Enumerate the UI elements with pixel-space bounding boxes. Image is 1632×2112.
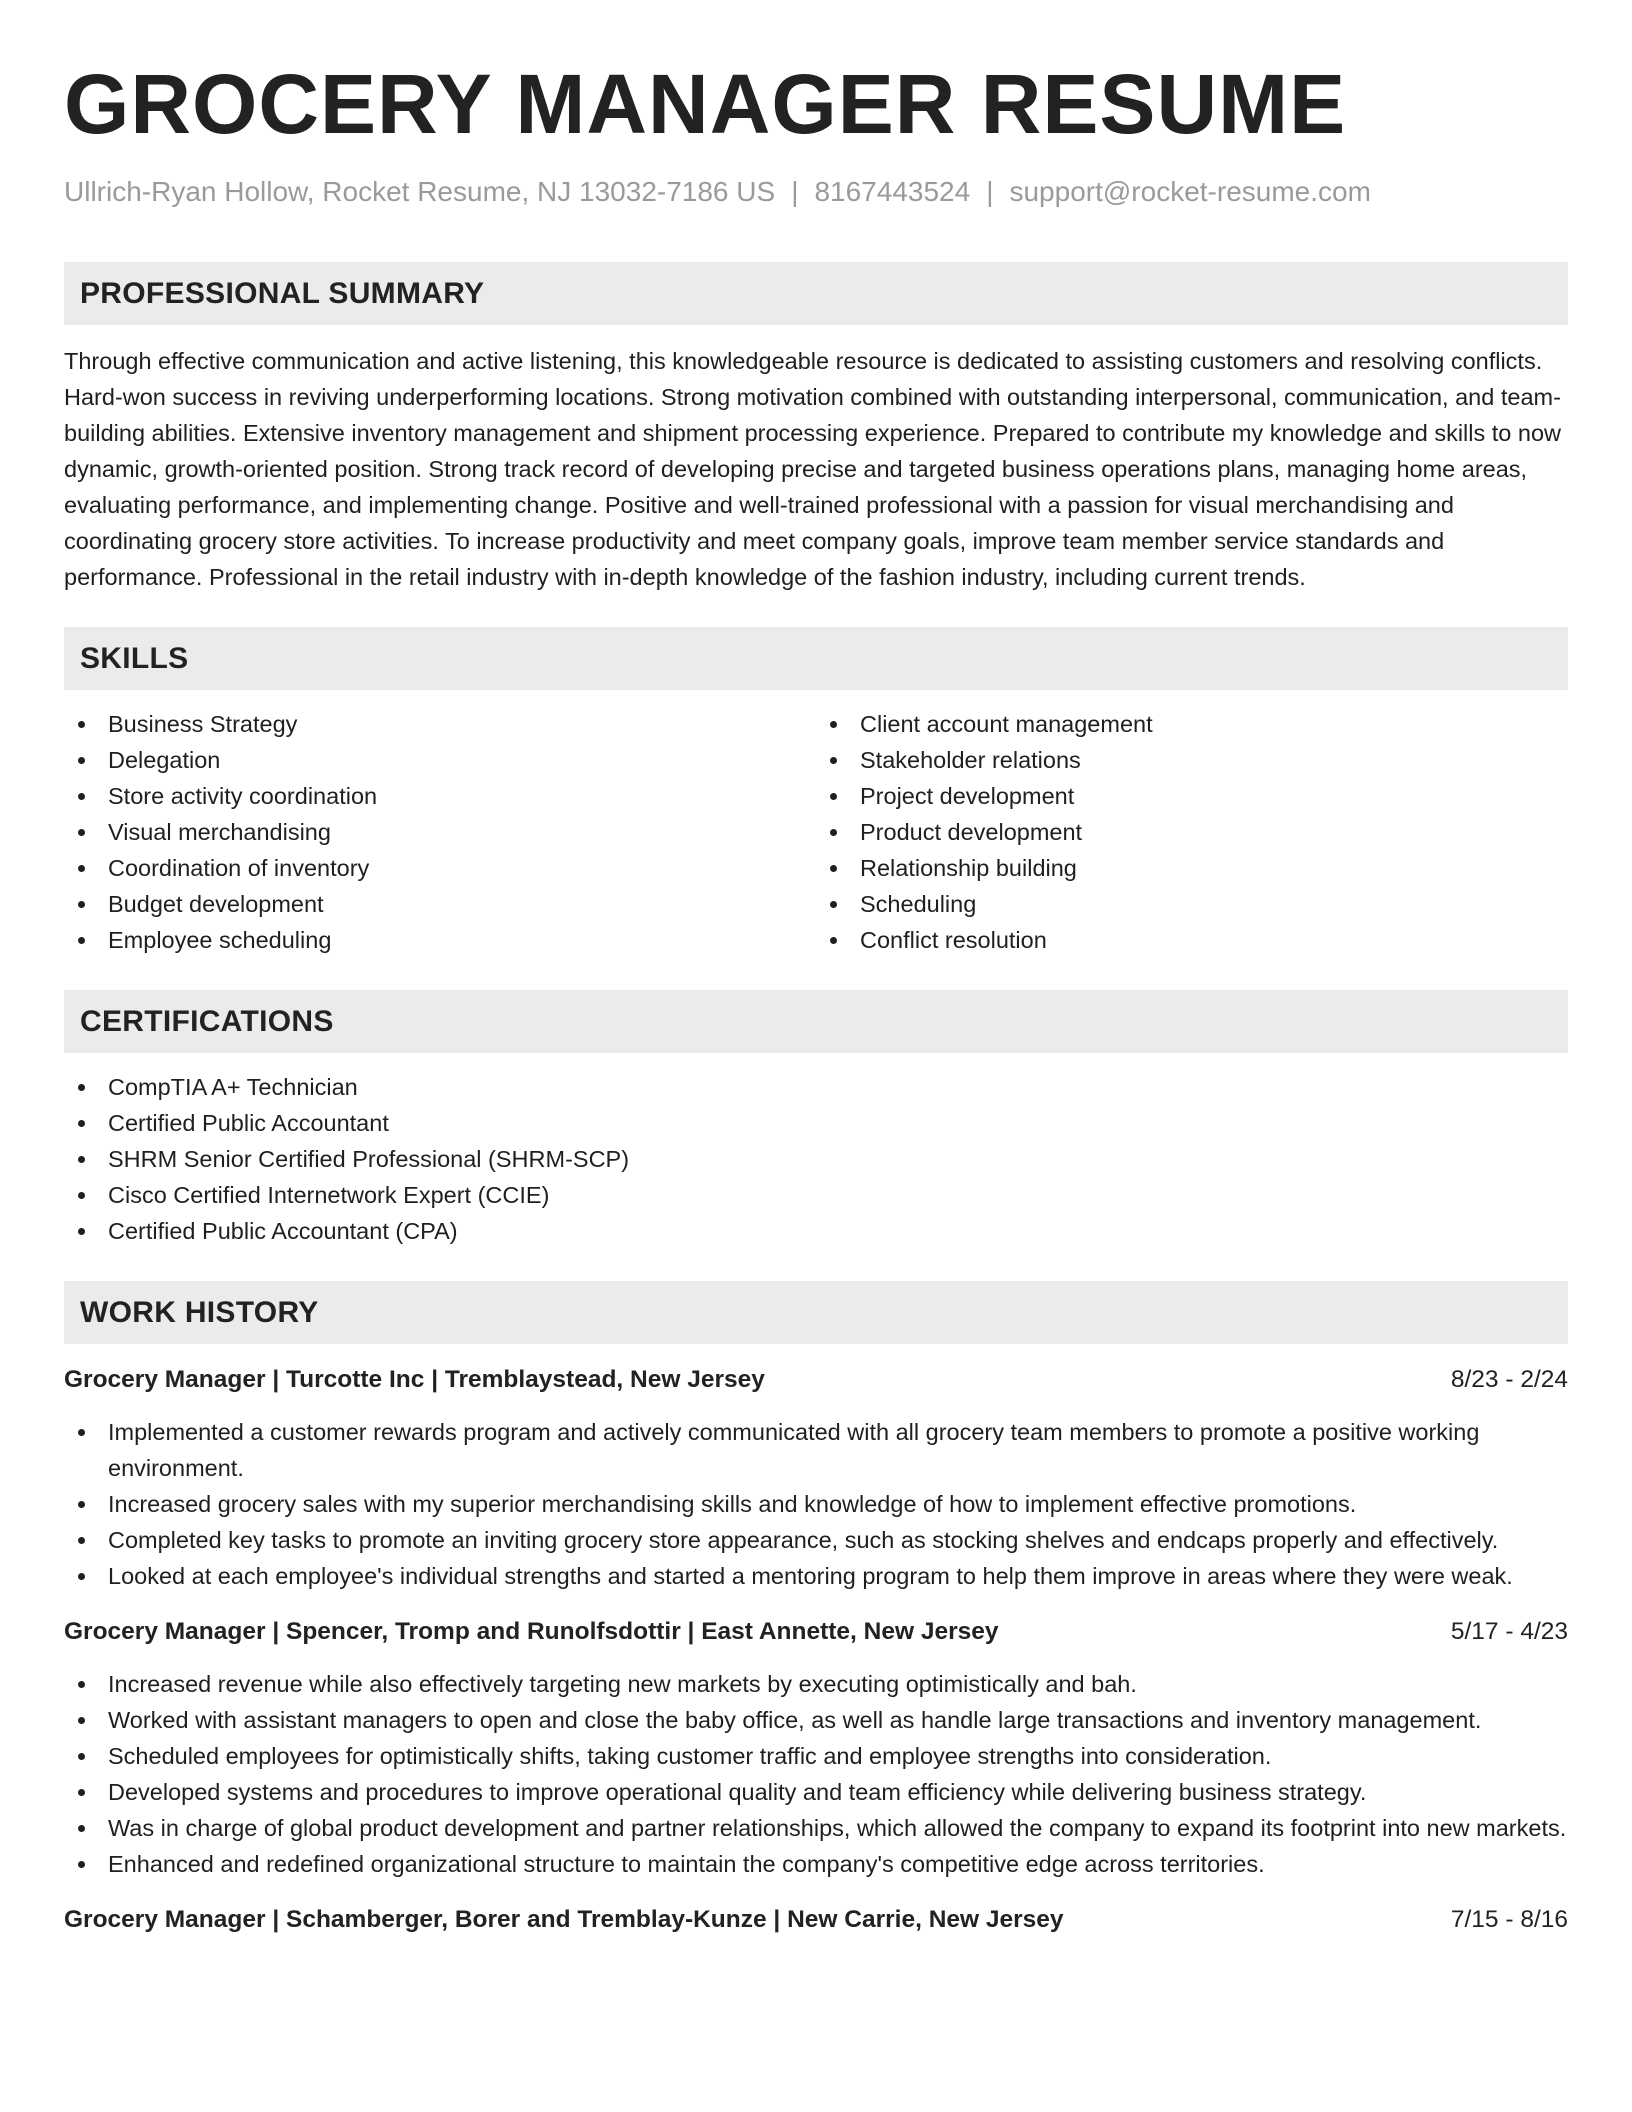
certification-item: Certified Public Accountant (CPA) [64, 1213, 1568, 1249]
job-dates: 7/15 - 8/16 [1450, 1906, 1568, 1933]
summary-text: Through effective communication and active listening, this knowledgeable resource is dedicated to assisting customers and resolving conflicts. Hard-won success in reviving underperforming locations. Strong motivation combined with outstanding interpersonal, communication, and team-building abilities. Extensive inventory management and shipment processing experience. Prepared to contribute my knowledge and skills to now dynamic, growth-oriented position. Strong track record of developing precise and targeted business operations plans, managing home areas, evaluating performance, and implementing change. Positive and well-trained professional with a passion for visual merchandising and coordinating grocery store activities. To increase productivity and meet company goals, improve team member service standards and performance. Professional in the retail industry with in-depth knowledge of the fashion industry, including current trends. [64, 348, 1562, 590]
skills-column-left [64, 706, 816, 958]
section-heading-skills: SKILLS [64, 627, 1568, 690]
certifications-list [64, 1069, 1568, 1249]
certification-item: Cisco Certified Internetwork Expert (CCIE) [64, 1177, 1568, 1213]
job-entry [64, 1362, 1568, 1594]
job-header [64, 1362, 1568, 1398]
skill-item: Business Strategy [64, 706, 816, 742]
skill-item: Store activity coordination [64, 778, 816, 814]
skill-item: Product development [816, 814, 1568, 850]
section-heading-certifications: CERTIFICATIONS [64, 990, 1568, 1053]
resume-title: GROCERY MANAGER RESUME [64, 57, 1347, 151]
job-header [64, 1902, 1568, 1938]
job-bullet: Scheduled employees for optimistically shifts, taking customer traffic and employee strengths into consideration. [64, 1738, 1568, 1774]
skill-item: Stakeholder relations [816, 742, 1568, 778]
contact-email: support@rocket-resume.com [1009, 176, 1371, 207]
contact-line [64, 174, 1568, 210]
skill-item: Project development [816, 778, 1568, 814]
contact-phone: 8167443524 [814, 176, 971, 207]
section-heading-work-history: WORK HISTORY [64, 1281, 1568, 1344]
skill-item: Budget development [64, 886, 816, 922]
job-header [64, 1614, 1568, 1650]
skill-item: Scheduling [816, 886, 1568, 922]
skills-column-right [816, 706, 1568, 958]
job-bullet: Completed key tasks to promote an inviting grocery store appearance, such as stocking shelves and endcaps properly and effectively. [64, 1522, 1568, 1558]
job-bullet: Was in charge of global product development and partner relationships, which allowed the company to expand its footprint into new markets. [64, 1810, 1568, 1846]
certification-item: CompTIA A+ Technician [64, 1069, 1568, 1105]
job-bullet: Increased revenue while also effectively targeting new markets by executing optimistically and bah. [64, 1666, 1568, 1702]
skill-item: Delegation [64, 742, 816, 778]
job-bullets [64, 1666, 1568, 1882]
certification-item: Certified Public Accountant [64, 1105, 1568, 1141]
contact-separator: | [791, 176, 799, 207]
job-entry [64, 1614, 1568, 1882]
contact-address: Ullrich-Ryan Hollow, Rocket Resume, NJ 13032-7186 US [64, 176, 776, 207]
job-bullet: Looked at each employee's individual strengths and started a mentoring program to help them improve in areas where they were weak. [64, 1558, 1568, 1594]
job-title: Grocery Manager | Schamberger, Borer and Tremblay-Kunze | New Carrie, New Jersey [64, 1906, 1064, 1933]
job-dates: 5/17 - 4/23 [1450, 1618, 1568, 1645]
section-heading-summary: PROFESSIONAL SUMMARY [64, 262, 1568, 325]
skill-item: Client account management [816, 706, 1568, 742]
job-title: Grocery Manager | Spencer, Tromp and Runolfsdottir | East Annette, New Jersey [64, 1618, 999, 1645]
skill-item: Employee scheduling [64, 922, 816, 958]
job-bullet: Increased grocery sales with my superior merchandising skills and knowledge of how to implement effective promotions. [64, 1486, 1568, 1522]
skill-item: Coordination of inventory [64, 850, 816, 886]
certification-item: SHRM Senior Certified Professional (SHRM-SCP) [64, 1141, 1568, 1177]
job-bullet: Developed systems and procedures to improve operational quality and team efficiency while delivering business strategy. [64, 1774, 1568, 1810]
skills-grid [64, 706, 1568, 958]
skill-item: Relationship building [816, 850, 1568, 886]
job-bullets [64, 1414, 1568, 1594]
job-entry [64, 1902, 1568, 1938]
job-dates: 8/23 - 2/24 [1450, 1366, 1568, 1393]
skill-item: Visual merchandising [64, 814, 816, 850]
skill-item: Conflict resolution [816, 922, 1568, 958]
job-bullet: Enhanced and redefined organizational structure to maintain the company's competitive edge across territories. [64, 1846, 1568, 1882]
job-bullet: Worked with assistant managers to open and close the baby office, as well as handle large transactions and inventory management. [64, 1702, 1568, 1738]
contact-separator: | [986, 176, 994, 207]
job-bullet: Implemented a customer rewards program and actively communicated with all grocery team members to promote a positive working environment. [64, 1414, 1568, 1486]
job-title: Grocery Manager | Turcotte Inc | Tremblaystead, New Jersey [64, 1366, 765, 1393]
